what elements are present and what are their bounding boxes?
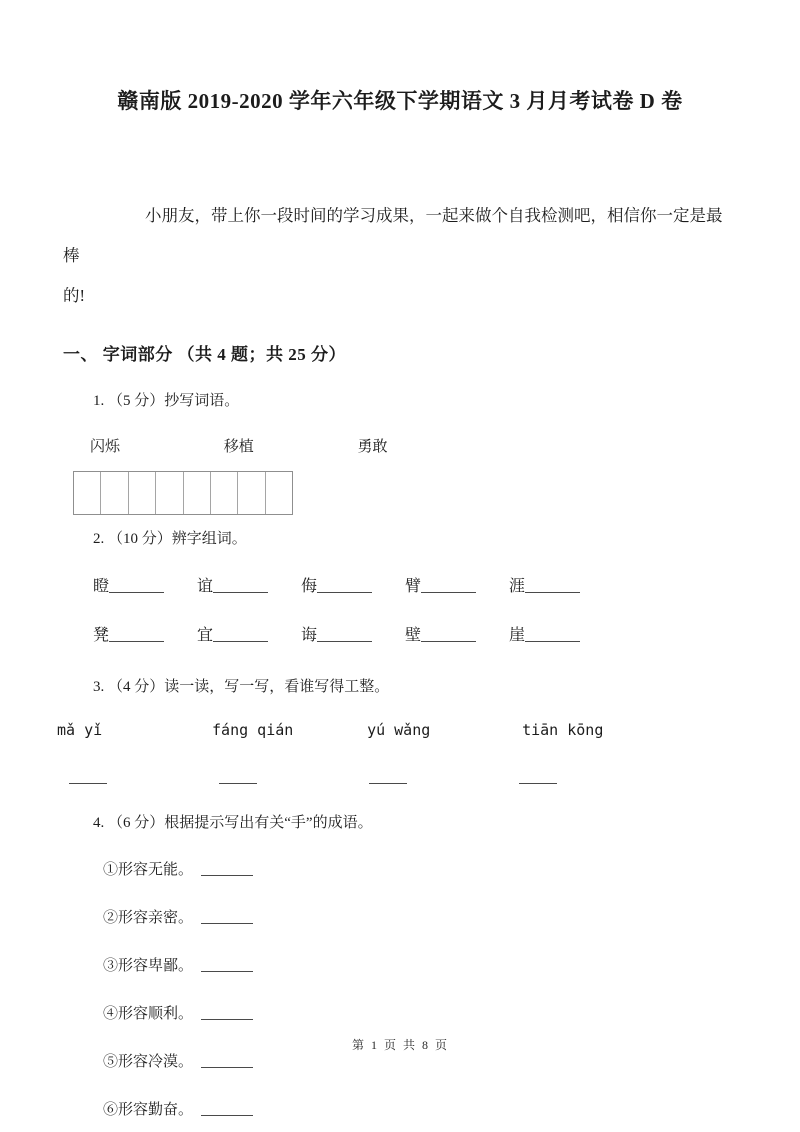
answer-blank xyxy=(369,769,407,784)
answer-blank xyxy=(421,627,476,642)
answer-blank xyxy=(201,909,253,924)
answer-slot xyxy=(207,767,353,787)
answer-blank xyxy=(201,1053,253,1068)
pinyin-answer-blanks xyxy=(57,767,737,787)
writing-grid-cell xyxy=(184,472,211,514)
answer-blank xyxy=(213,627,268,642)
idiom-prompt xyxy=(103,907,737,928)
question-3-label: 3. （4 分）读一读，写一写，看谁写得工整。 xyxy=(93,679,390,695)
answer-blank xyxy=(525,627,580,642)
answer-blank xyxy=(201,957,253,972)
idiom-prompt-text: ⑤形容冷漠。 xyxy=(103,1054,194,1070)
char-with-blank xyxy=(405,622,505,645)
copy-word: 勇敢 xyxy=(357,439,388,455)
answer-blank xyxy=(201,1005,253,1020)
char-compare-row-1 xyxy=(93,573,737,596)
question-4-label: 4. （6 分）根据提示写出有关“手”的成语。 xyxy=(93,815,373,831)
char: 谊 xyxy=(197,578,214,595)
char-with-blank xyxy=(509,622,609,645)
char: 臂 xyxy=(405,578,422,595)
answer-blank xyxy=(109,627,164,642)
char-with-blank xyxy=(93,622,193,645)
idiom-prompt-text: ④形容顺利。 xyxy=(103,1006,194,1022)
idiom-prompt xyxy=(103,955,737,976)
char-compare-row-2 xyxy=(93,622,737,645)
answer-blank xyxy=(525,578,580,593)
char-with-blank xyxy=(197,573,297,596)
idiom-prompt xyxy=(103,1051,737,1072)
char-with-blank xyxy=(405,573,505,596)
pinyin-word: yú wǎng xyxy=(367,721,431,739)
answer-blank xyxy=(201,861,253,876)
pinyin-word: fáng qián xyxy=(212,721,294,739)
pinyin-row xyxy=(57,721,737,739)
char: 瞪 xyxy=(93,578,110,595)
question-1-label: 1. （5 分）抄写词语。 xyxy=(93,393,240,409)
idiom-prompt xyxy=(103,1003,737,1024)
writing-grid-cell xyxy=(129,472,156,514)
writing-grid-cell xyxy=(211,472,238,514)
char: 崖 xyxy=(509,627,526,644)
char-with-blank xyxy=(93,573,193,596)
copy-words-row xyxy=(90,435,737,456)
writing-grid-cell xyxy=(74,472,101,514)
page-number-footer: 第 1 页 共 8 页 xyxy=(352,1038,450,1052)
char: 凳 xyxy=(93,627,110,644)
char: 诲 xyxy=(301,627,318,644)
answer-blank xyxy=(219,769,257,784)
writing-grid-cell xyxy=(266,472,292,514)
idiom-prompt xyxy=(103,859,737,880)
char: 侮 xyxy=(301,578,318,595)
intro-paragraph xyxy=(63,196,737,316)
answer-blank xyxy=(201,1101,253,1116)
idiom-prompt-text: ②形容亲密。 xyxy=(103,910,194,926)
writing-grid-cell xyxy=(238,472,265,514)
answer-blank xyxy=(421,578,476,593)
writing-grid-cell xyxy=(101,472,128,514)
answer-blank xyxy=(69,769,107,784)
char-with-blank xyxy=(301,573,401,596)
idiom-prompt xyxy=(103,1099,737,1120)
answer-blank xyxy=(317,578,372,593)
pinyin-word: tiān kōng xyxy=(522,721,604,739)
answer-blank xyxy=(317,627,372,642)
answer-blank xyxy=(519,769,557,784)
copy-word: 移植 xyxy=(223,439,254,455)
char: 涯 xyxy=(509,578,526,595)
writing-grid-cell xyxy=(156,472,183,514)
char-with-blank xyxy=(301,622,401,645)
answer-blank xyxy=(109,578,164,593)
answer-slot xyxy=(357,767,503,787)
idiom-prompt-text: ①形容无能。 xyxy=(103,862,194,878)
page-title: 赣南版 2019-2020 学年六年级下学期语文 3 月月考试卷 D 卷 xyxy=(117,89,683,113)
answer-slot xyxy=(57,767,203,787)
intro-line-1: 小朋友，带上你一段时间的学习成果，一起来做个自我检测吧，相信你一定是最棒 xyxy=(63,206,723,265)
idiom-prompt-text: ⑥形容勤奋。 xyxy=(103,1102,194,1118)
question-2-label: 2. （10 分）辨字组词。 xyxy=(93,531,247,547)
copy-word: 闪烁 xyxy=(90,439,121,455)
intro-line-2: 的! xyxy=(63,286,85,305)
char: 壁 xyxy=(405,627,422,644)
char: 宜 xyxy=(197,627,214,644)
char-with-blank xyxy=(509,573,609,596)
answer-blank xyxy=(213,578,268,593)
writing-grid xyxy=(73,471,293,515)
section-heading: 一、 字词部分 （共 4 题；共 25 分） xyxy=(63,345,346,364)
char-with-blank xyxy=(197,622,297,645)
idiom-prompt-list xyxy=(103,859,737,1120)
pinyin-word: mǎ yǐ xyxy=(57,721,103,739)
idiom-prompt-text: ③形容卑鄙。 xyxy=(103,958,194,974)
answer-slot xyxy=(507,767,653,787)
